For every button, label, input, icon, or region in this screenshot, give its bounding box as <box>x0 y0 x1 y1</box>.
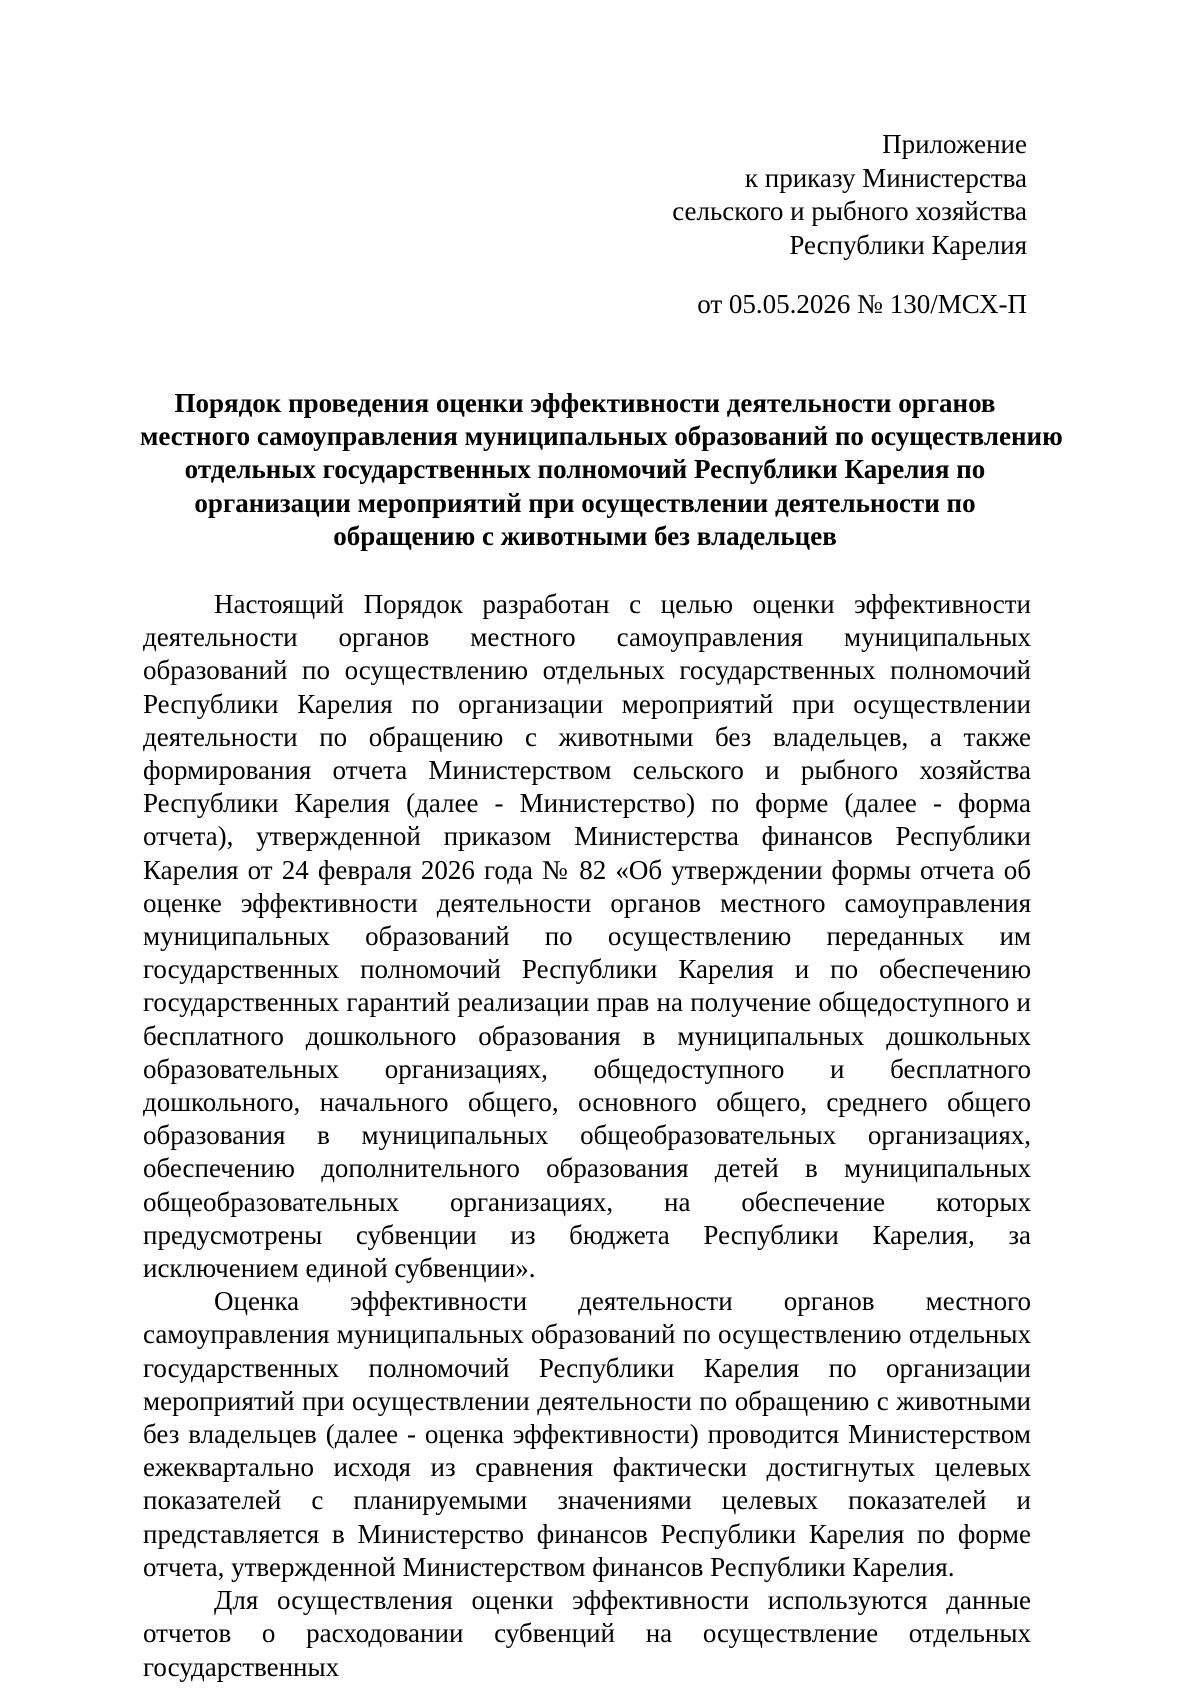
appendix-label: Приложение <box>882 129 1027 159</box>
body-paragraph: Для осуществления оценки эффективности используются данные отчетов о расходовании субвенций на осуществление отдельных государственных <box>143 1585 1031 1682</box>
appendix-order-line: к приказу Министерства <box>744 162 1027 193</box>
body-paragraph: Настоящий Порядок разработан с целью оценки эффективности деятельности органов местного самоуправления муниципальных образований по осуществлению отдельных государственных полномочий Республики Карелия по организации мероприятий при осуществлении деятельности по обращению с животными без владельцев, а также формирования отчета Министерством сельского и рыбного хозяйства Республики Карелия (далее - Министерство) по форме (далее - форма отчета), утвержденной приказом Министерства финансов Республики Карелия от 24 февраля 2026 года № 82 «Об утверждении формы отчета об оценке эффективности деятельности органов местного самоуправления муниципальных образований по осуществлению переданных им государственных полномочий Республики Карелия и по обеспечению государственных гарантий реализации прав на получение общедоступного и бесплатного дошкольного образования в муниципальных дошкольных образовательных организациях, общедоступного и бесплатного дошкольного, начального общего, основного общего, среднего общего образования в муниципальных общеобразовательных организациях, обеспечению дополнительного образования детей в муниципальных общеобразовательных организациях, на обеспечение которых предусмотрены субвенции из бюджета Республики Карелия, за исключением единой субвенции». <box>143 589 1031 1284</box>
title-line: Порядок проведения оценки эффективности деятельности органов <box>174 388 996 418</box>
document-title <box>140 387 1063 553</box>
order-reference: от 05.05.2026 № 130/МСХ-П <box>697 289 1027 319</box>
title-line: организации мероприятий при осуществлении деятельности по <box>194 487 976 518</box>
appendix-ministry-line: сельского и рыбного хозяйства <box>672 196 1027 226</box>
title-line: отдельных государственных полномочий Республики Карелия по <box>184 454 986 485</box>
title-line: местного самоуправления муниципальных образований по осуществлению <box>140 421 1063 452</box>
body-paragraph: Оценка эффективности деятельности органов местного самоуправления муниципальных образований по осуществлению отдельных государственных полномочий Республики Карелия по организации мероприятий при осуществлении деятельности по обращению с животными без владельцев (далее - оценка эффективности) проводится Министерством ежеквартально исходя из сравнения фактически достигнутых целевых показателей с планируемыми значениями целевых показателей и представляется в Министерство финансов Республики Карелия по форме отчета, утвержденной Министерством финансов Республики Карелия. <box>143 1286 1031 1582</box>
appendix-block <box>672 128 1027 262</box>
document-body <box>143 588 1031 1684</box>
title-line: обращению с животными без владельцев <box>333 520 837 551</box>
appendix-republic-line: Республики Карелия <box>789 229 1027 260</box>
